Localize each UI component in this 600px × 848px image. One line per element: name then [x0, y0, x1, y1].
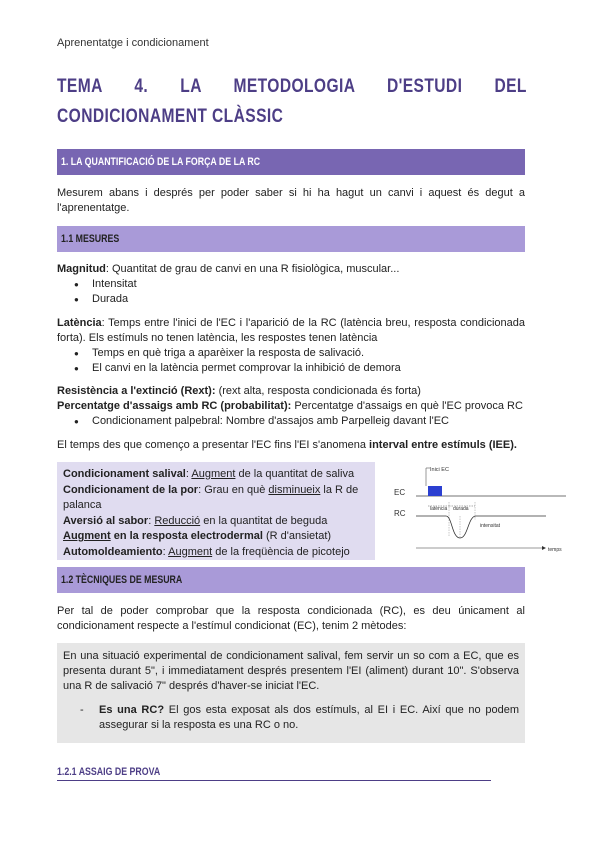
resistencia-term: Resistència a l'extinció (Rext): — [57, 385, 216, 397]
section-heading-1 — [57, 149, 525, 175]
ec-label: EC — [394, 488, 406, 497]
section-1-2-intro: Per tal de poder comprobar que la resposta condicionada (RC), es deu únicament al condicionament respecte a l'estímul condicionat (EC), tenim 2 mètodes: — [57, 605, 525, 632]
question-item — [63, 703, 519, 733]
box-term: Aversió al sabor — [63, 514, 149, 527]
box-sep: : — [185, 468, 192, 480]
box-term: Condicionament de la por — [63, 483, 199, 496]
box-underlined: Augment — [63, 530, 111, 542]
dash-bullet: - — [80, 704, 84, 716]
box-sep: : — [148, 514, 155, 527]
box-underlined: disminueix — [268, 483, 321, 496]
temps-label: temps — [548, 547, 562, 553]
iee-term: interval entre estímuls (IEE). — [369, 439, 517, 451]
box-rest: la R de palanca — [63, 483, 359, 511]
magnitud-list — [57, 277, 525, 307]
page-title: TEMA 4. LA METODOLOGIA D'ESTUDI DEL CONDICIONAMENT CLÀSSIC — [57, 76, 527, 127]
example-text: En una situació experimental de condicionament salival, fem servir un so com a EC, que es presenta durant 5", i immediatament després presentem l'EI (aliment) durant 10". S'observa una R de salivació 7" després d'haver-se iniciat l'EC. — [63, 650, 519, 692]
latencia-list — [57, 346, 525, 376]
subsection-heading-1-2-text: 1.2 TÈCNIQUES DE MESURA — [61, 574, 183, 586]
subsection-heading-1-1-text: 1.1 MESURES — [61, 233, 120, 245]
example-box — [57, 643, 525, 743]
box-rest: (R d'ansietat) — [262, 530, 332, 542]
rc-label: RC — [394, 509, 406, 518]
time-axis-arrow-icon — [542, 546, 546, 550]
latencia-label: latència — [430, 506, 448, 512]
measures-box — [57, 462, 375, 560]
box-underlined: Augment — [191, 468, 236, 480]
intensitat-label: intensitat — [480, 523, 501, 529]
resistencia-def: (rext alta, resposta condicionada és forta) — [215, 385, 421, 397]
box-rest: de la quantitat de saliva — [235, 468, 355, 480]
magnitud-block — [57, 262, 525, 307]
section-heading-1-text: 1. LA QUANTIFICACIÓ DE LA FORÇA DE LA RC — [61, 156, 261, 168]
box-term: Automoldeamiento — [63, 545, 163, 558]
box-term: Condicionament salival — [63, 468, 186, 480]
box-underlined: Augment — [168, 545, 213, 558]
box-underlined: Reducció — [154, 514, 201, 527]
magnitud-def: : Quantitat de grau de canvi en una R fisiològica, muscular... — [105, 263, 400, 275]
latencia-block — [57, 316, 525, 376]
response-diagram — [386, 464, 576, 556]
iee-text: El temps des que començo a presentar l'EC fins l'EI s'anomena — [57, 439, 370, 451]
latencia-def: : Temps entre l'inici de l'EC i l'aparició de la RC (latència breu, resposta condicionada forta). Els estímuls no tenen latència, les respostes tenen latència — [57, 317, 525, 344]
percentatge-list — [57, 414, 525, 429]
list-item: ● Temps en què triga a aparèixer la resposta de salivació. — [92, 346, 525, 361]
box-sep: : — [162, 545, 169, 558]
page-header: Aprenentatge i condicionament — [57, 37, 209, 49]
magnitud-term: Magnitud — [57, 263, 106, 275]
box-term: en la resposta electrodermal — [110, 530, 263, 542]
box-rest: de la freqüència de picotejo — [212, 545, 350, 558]
percentatge-def: Percentatge d'assaigs en què l'EC provoca RC — [291, 400, 523, 412]
subsection-heading-1-2-1 — [57, 766, 491, 781]
list-item: ● Condicionament palpebral: Nombre d'assajos amb Parpelleig davant l'EC — [92, 414, 525, 429]
subsection-heading-1-1 — [57, 226, 525, 252]
percentatge-term: Percentatge d'assaigs amb RC (probabilitat): — [57, 400, 292, 412]
ec-stimulus-block — [428, 486, 442, 496]
list-item: ● Durada — [92, 292, 525, 307]
box-sep: : Grau en què — [198, 483, 269, 496]
list-item: ● Intensitat — [92, 277, 525, 292]
question-text: El gos esta exposat als dos estímuls, al EI i EC. Així que no podem assegurar si la resposta es una RC o no. — [99, 704, 520, 731]
inici-ec-label: Inici EC — [430, 467, 449, 473]
iee-sentence — [57, 438, 525, 453]
list-item: ● El canvi en la latència permet comprovar la inhibició de demora — [92, 361, 525, 376]
question-term: Es una RC? — [99, 704, 165, 716]
latencia-term: Latència — [57, 317, 102, 329]
box-rest: en la quantitat de beguda — [200, 514, 328, 527]
resistencia-block — [57, 384, 525, 429]
section-1-intro: Mesurem abans i després per poder saber si hi ha hagut un canvi i aquest és degut a l'aprenentatge. — [57, 187, 525, 214]
subsection-heading-1-2 — [57, 567, 525, 593]
subsection-heading-1-2-1-text: 1.2.1 ASSAIG DE PROVA — [57, 766, 161, 778]
durada-label: durada — [453, 506, 469, 512]
